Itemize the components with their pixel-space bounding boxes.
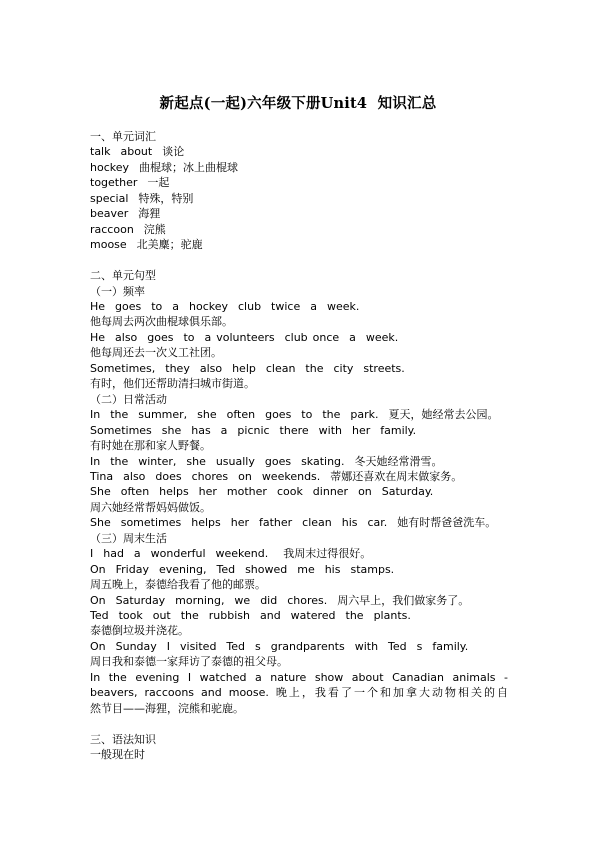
sentence-line: 有时她在那和家人野餐。 [90, 439, 211, 453]
sentence-line: He also goes to a volunteers club once a week. [90, 330, 399, 344]
sentence-line: I had a wonderful weekend. 我周末过得很好。 [90, 547, 372, 561]
sentence-line: Sometimes, they also help clean the city streets. [90, 361, 405, 375]
grammar-line: 一般现在时 [90, 748, 145, 762]
vocab-line: hockey 曲棍球；冰上曲棍球 [90, 160, 238, 174]
paragraph-line: 然节目——海狸，浣熊和驼鹿。 [90, 701, 244, 715]
sentence-line: 有时，他们还帮助清扫城市街道。 [90, 377, 255, 391]
sentence-line: 周日我和泰德一家拜访了泰德的祖父母。 [90, 655, 288, 669]
sentence-line: On Saturday morning, we did chores. 周六早上，我们做家务了。 [90, 593, 470, 607]
sentence-line: He goes to a hockey club twice a week. [90, 299, 360, 313]
document-body [90, 129, 508, 763]
section-heading-grammar: 三、语法知识 [90, 732, 156, 746]
paragraph-line: beavers, raccoons and moose. 晚上，我看了一个和加拿大动物相关的自 [90, 686, 508, 700]
sentence-line: In the summer, she often goes to the park. 夏天，她经常去公园。 [90, 408, 499, 422]
vocab-line: talk about 谈论 [90, 145, 185, 159]
sentence-line: 周六她经常帮妈妈做饭。 [90, 500, 211, 514]
sentence-line: 他每周还去一次义工社团。 [90, 346, 222, 360]
spacer [90, 716, 508, 731]
sentence-line: 他每周去两次曲棍球俱乐部。 [90, 315, 233, 329]
vocab-line: special 特殊，特别 [90, 191, 194, 205]
sentence-line: On Sunday I visited Ted s grandparents with Ted s family. [90, 639, 469, 653]
section-heading-vocabulary: 一、单元词汇 [90, 130, 156, 143]
document-title: 新起点(一起)六年级下册Unit4 知识汇总 [159, 95, 437, 112]
subheading-daily-activities: （二）日常活动 [90, 392, 167, 406]
sentence-line: Ted took out the rubbish and watered the plants. [90, 609, 411, 623]
sentence-line: In the winter, she usually goes skating. 冬天她经常滑雪。 [90, 454, 443, 468]
sentence-line: She sometimes helps her father clean his car. 她有时帮爸爸洗车。 [90, 516, 497, 530]
sentence-line: Tina also does chores on weekends. 蒂娜还喜欢在周末做家务。 [90, 469, 463, 483]
sentence-line: 周五晚上，泰德给我看了他的邮票。 [90, 578, 266, 592]
sentence-line: 泰德倒垃圾并浇花。 [90, 624, 189, 638]
vocab-line: moose 北美麋；驼鹿 [90, 238, 203, 252]
subheading-frequency: （一）频率 [90, 284, 145, 298]
sentence-line: Sometimes she has a picnic there with her family. [90, 423, 417, 437]
vocab-line: together 一起 [90, 176, 170, 190]
sentence-line: On Friday evening, Ted showed me his stamps. [90, 562, 395, 576]
spacer [90, 253, 508, 268]
subheading-weekend-life: （三）周末生活 [90, 531, 167, 545]
paragraph-line: In the evening I watched a nature show about Canadian animals - [90, 670, 508, 684]
vocab-line: beaver 海狸 [90, 207, 161, 221]
section-heading-sentences: 二、单元句型 [90, 269, 156, 283]
vocab-line: raccoon 浣熊 [90, 222, 166, 236]
sentence-line: She often helps her mother cook dinner on Saturday. [90, 485, 434, 499]
